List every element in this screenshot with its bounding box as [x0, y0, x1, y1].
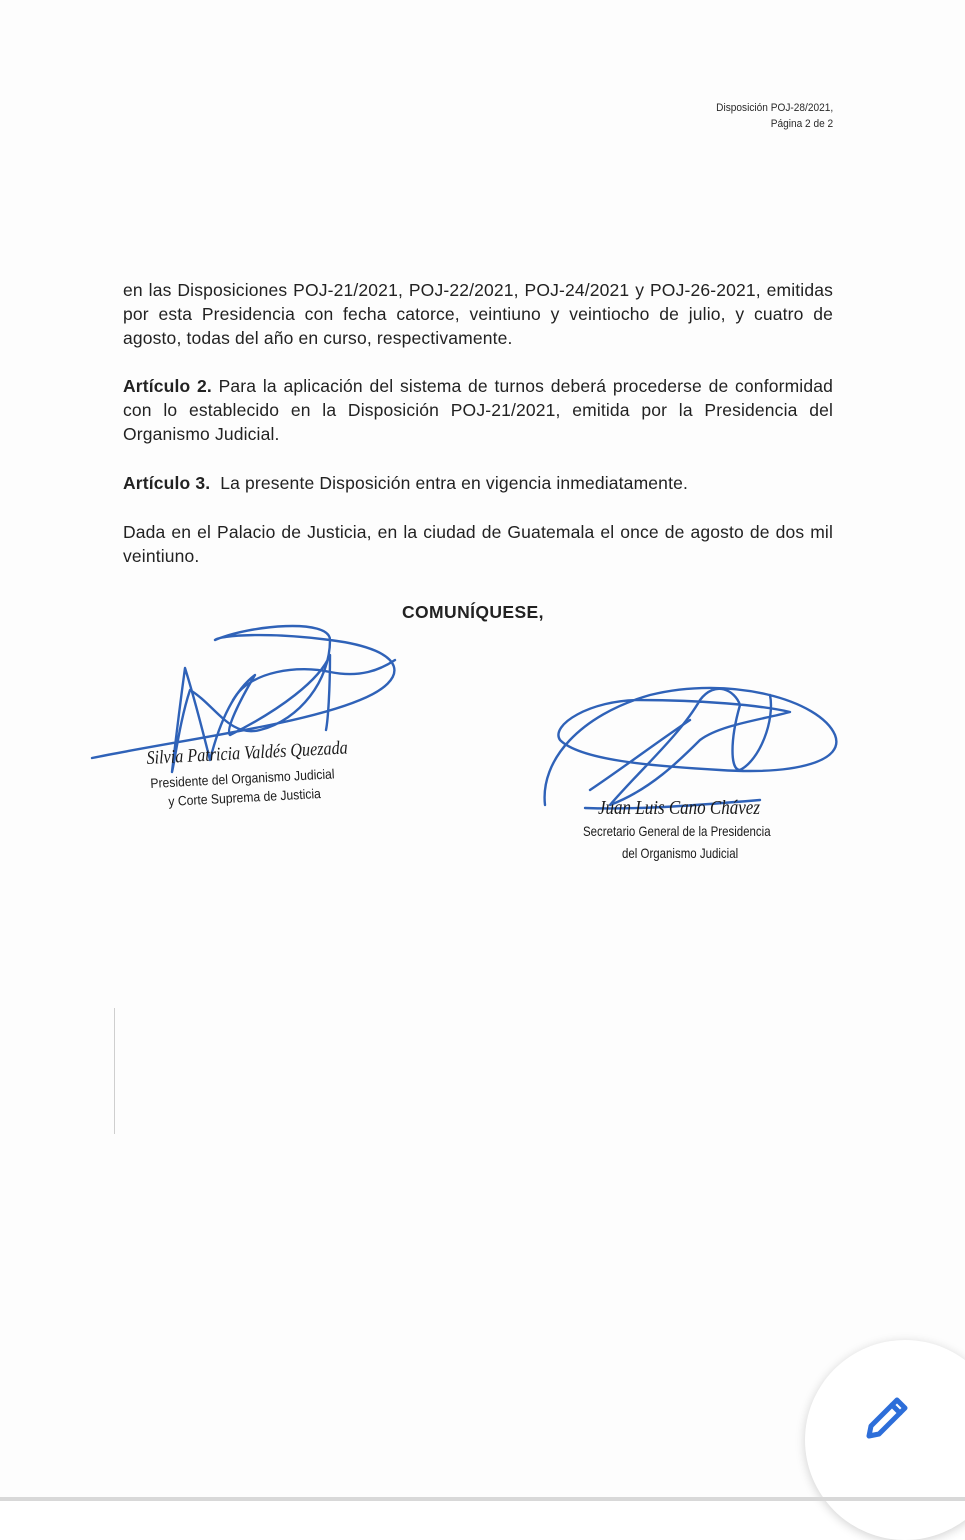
closing-paragraph: Dada en el Palacio de Justicia, en la ciudad de Guatemala el once de agosto de dos mil veintiuno.	[123, 522, 833, 566]
signatory-2-title-line1: Secretario General de la Presidencia	[583, 823, 771, 839]
article-2-text: Para la aplicación del sistema de turnos deberá procederse de conformidad con lo establecido en la Disposición POJ-21/2021, emitida por la Presidencia del Organismo Judicial.	[123, 376, 833, 444]
article-3-text: La presente Disposición entra en vigencia inmediatamente.	[210, 473, 688, 493]
scan-margin-line	[114, 1008, 115, 1134]
reference-line-1: Disposición POJ-28/2021,	[715, 102, 833, 114]
edit-fab-button[interactable]	[805, 1340, 965, 1540]
paragraph-continuation: en las Disposiciones POJ-21/2021, POJ-22/2021, POJ-24/2021 y POJ-26-2021, emitidas por esta Presidencia con fecha catorce, veintiuno y veintiocho de julio, y cuatro de agosto, todas del año en curso, respectivamente.	[123, 280, 833, 348]
signatory-1-name: Silvia Patricia Valdés Quezada	[146, 737, 349, 769]
article-3-label: Artículo 3.	[123, 473, 211, 493]
comuniquese-heading: COMUNÍQUESE,	[402, 602, 544, 622]
pencil-icon	[857, 1388, 917, 1448]
bottom-edge	[0, 1497, 965, 1501]
document-reference	[716, 100, 833, 132]
signatory-1-title-line2: y Corte Suprema de Justicia	[168, 786, 322, 809]
article-2-label: Artículo 2.	[123, 376, 212, 396]
signature-2-scribble	[545, 688, 837, 805]
article-3	[123, 471, 833, 495]
signatory-2-name: Juan Luis Cano Chávez	[598, 797, 760, 819]
signatory-2-title-line2: del Organismo Judicial	[622, 845, 739, 861]
signatory-1-title-line1: Presidente del Organismo Judicial	[150, 766, 335, 791]
article-2	[123, 374, 833, 446]
reference-line-2: Página 2 de 2	[770, 118, 833, 130]
